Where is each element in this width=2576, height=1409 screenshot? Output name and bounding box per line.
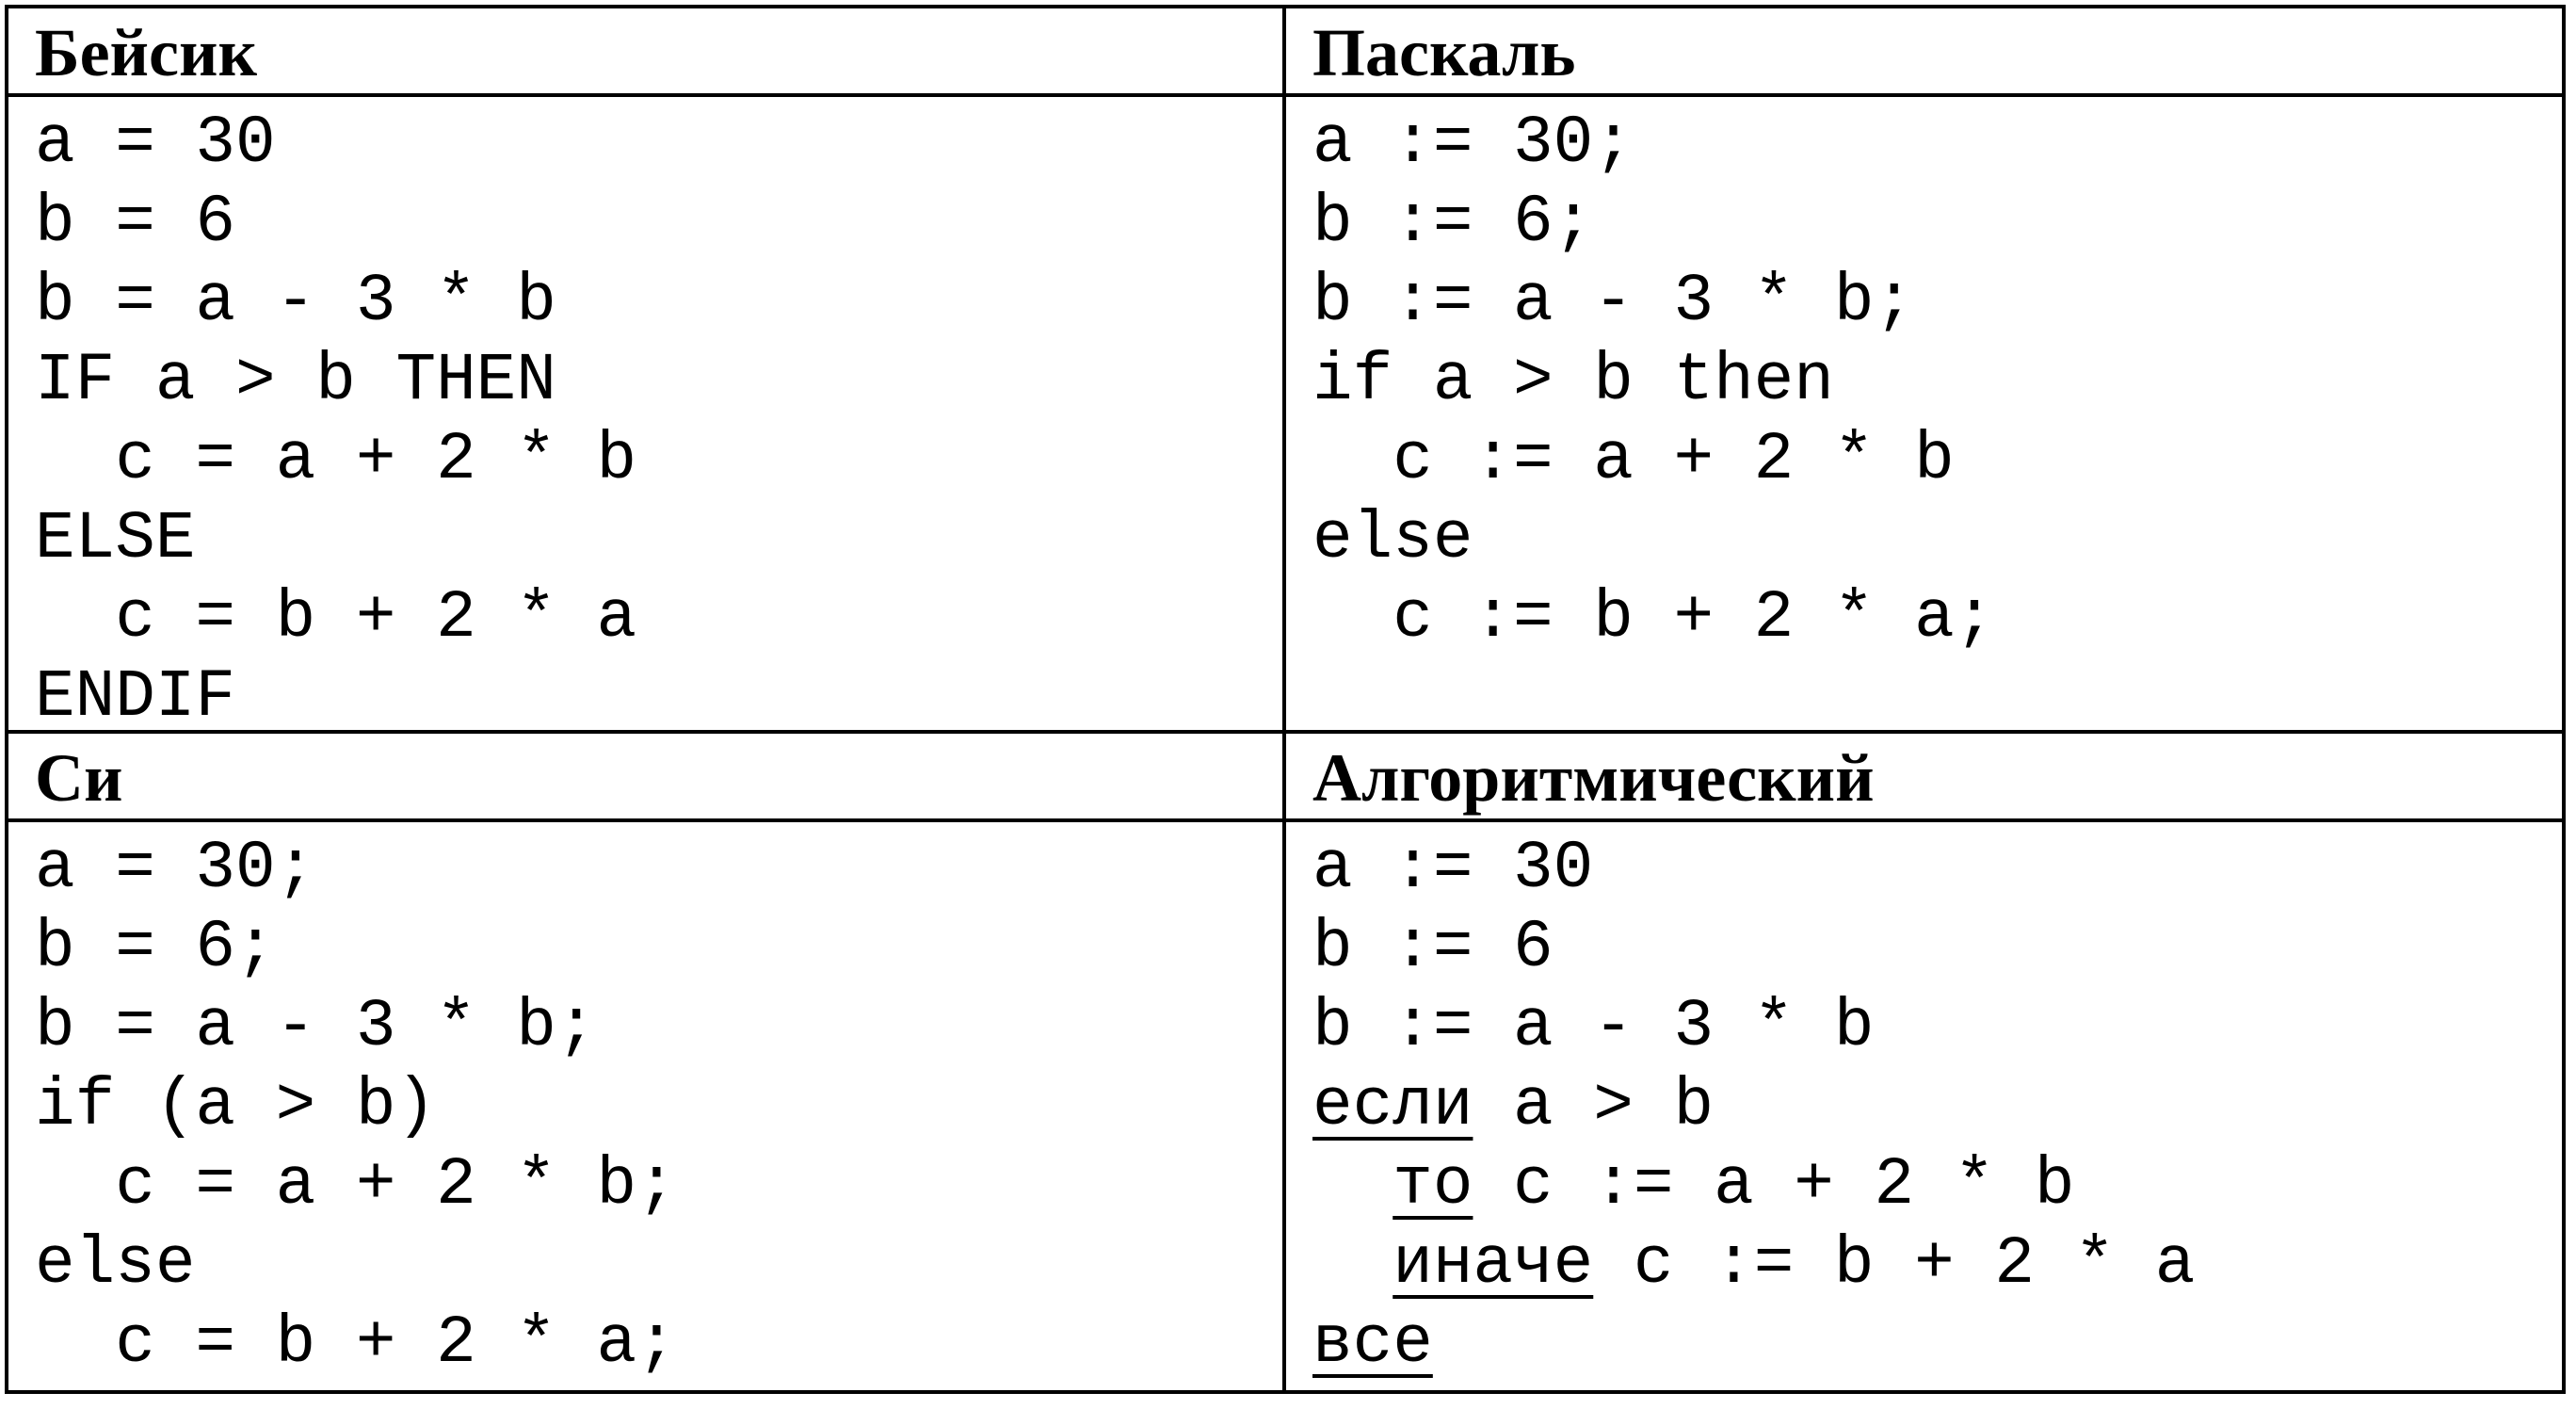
indent (1312, 1148, 1393, 1223)
code-line: a := 30; (1312, 106, 1634, 182)
basic-header: Бейсик (8, 8, 1286, 97)
algo-code (1286, 822, 2562, 1390)
code-line: b := a - 3 * b; (1312, 265, 1915, 340)
code-line: if a > b then (1312, 344, 1834, 419)
code-line: b = 6 (35, 186, 236, 261)
code-line: c = a + 2 * b (35, 423, 637, 498)
code-line: b = 6; (35, 911, 276, 986)
c-header: Си (8, 734, 1286, 822)
code-line: a = 30; (35, 832, 316, 907)
code-line: if (a > b) (35, 1069, 437, 1144)
code-line: else (35, 1227, 196, 1303)
code-line: b := 6 (1312, 911, 1554, 986)
pascal-code (1286, 97, 2562, 734)
code-line: c = a + 2 * b; (35, 1148, 677, 1223)
basic-code (8, 97, 1286, 734)
keyword-then: то (1393, 1148, 1473, 1223)
keyword-else: иначе (1393, 1227, 1594, 1303)
code-line-if (1312, 1067, 2562, 1146)
code-line: c = b + 2 * a (35, 581, 637, 656)
pascal-header: Паскаль (1286, 8, 2562, 97)
code-comparison-table (5, 5, 2566, 1394)
code-line: b = a - 3 * b (35, 265, 556, 340)
indent (1312, 1227, 1393, 1303)
code-line-then (1312, 1146, 2562, 1225)
then-statement: c := a + 2 * b (1473, 1148, 2075, 1223)
if-condition: a > b (1473, 1069, 1715, 1144)
code-line: IF a > b THEN (35, 344, 556, 419)
code-line: b := a - 3 * b (1312, 990, 1875, 1065)
code-line: b = a - 3 * b; (35, 990, 597, 1065)
code-line: c = b + 2 * a; (35, 1306, 677, 1382)
code-line: c := b + 2 * a; (1312, 581, 1995, 656)
else-statement: c := b + 2 * a (1593, 1227, 2196, 1303)
code-line: b := 6; (1312, 186, 1594, 261)
code-line: a := 30 (1312, 832, 1594, 907)
code-line-end (1312, 1304, 2562, 1384)
code-line: ELSE (35, 502, 196, 577)
code-line-else (1312, 1225, 2562, 1304)
algo-header: Алгоритмический (1286, 734, 2562, 822)
code-line: ENDIF (35, 660, 236, 734)
code-line: a = 30 (35, 106, 276, 182)
keyword-end: все (1312, 1306, 1433, 1382)
c-code (8, 822, 1286, 1390)
code-line: else (1312, 502, 1473, 577)
keyword-if: если (1312, 1069, 1473, 1144)
code-line: c := a + 2 * b (1312, 423, 1955, 498)
